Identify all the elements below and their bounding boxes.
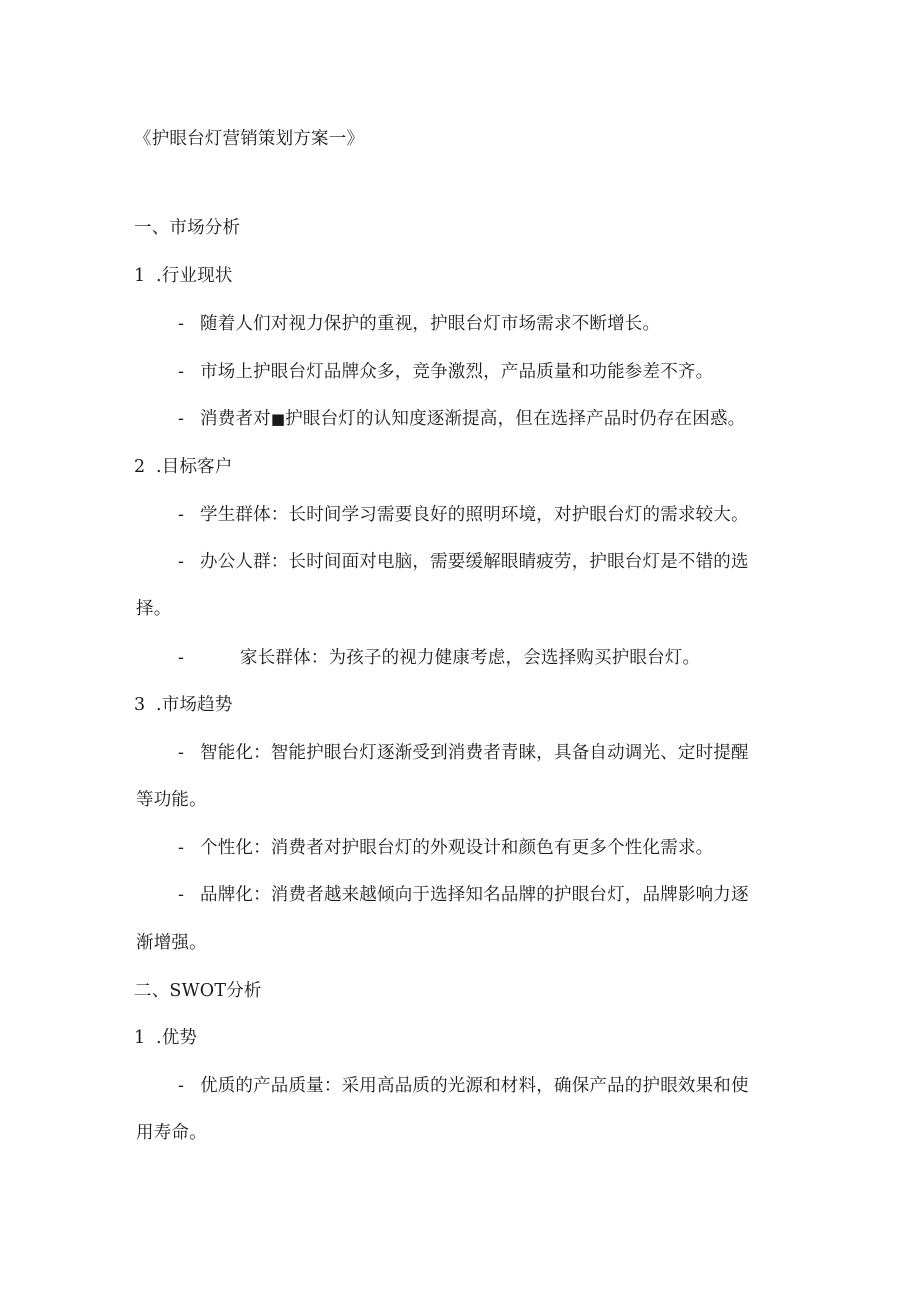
list-item-text: 办公人群：长时间面对电脑，需要缓解眼睛疲劳，护眼台灯是不错的选 (200, 552, 749, 572)
subheading-industry-status (134, 264, 233, 288)
list-item (178, 503, 749, 527)
list-item (178, 646, 700, 670)
section-heading-market-analysis: 一、市场分析 (134, 218, 241, 238)
list-item (178, 360, 713, 384)
bullet-dash: - (178, 885, 185, 905)
list-item-text: 市场上护眼台灯品牌众多，竞争激烈，产品质量和功能参差不齐。 (200, 362, 714, 382)
subheading-text: .优势 (156, 1028, 198, 1048)
list-item-text: 随着人们对视力保护的重视，护眼台灯市场需求不断增长。 (200, 314, 661, 334)
list-item (178, 407, 745, 431)
subheading-text: .市场趋势 (156, 695, 233, 715)
list-item-continuation: 等功能。 (136, 790, 207, 810)
list-item-continuation: 渐增强。 (136, 933, 207, 953)
square-mark: ■ (270, 410, 286, 428)
list-item-text: 护眼台灯的认知度逐渐提高，但在选择产品时仍存在困惑。 (285, 409, 746, 429)
subheading-strengths (134, 1026, 197, 1050)
list-item-text: 学生群体：长时间学习需要良好的照明环境，对护眼台灯的需求较大。 (200, 505, 749, 525)
section-heading-swot: 二、SWOT分析 (134, 981, 262, 1001)
bullet-dash: - (178, 314, 185, 334)
list-item (178, 836, 713, 860)
bullet-dash: - (178, 743, 185, 763)
bullet-dash: - (178, 552, 185, 572)
list-item (178, 550, 749, 574)
list-item-text: 品牌化：消费者越来越倾向于选择知名品牌的护眼台灯，品牌影响力逐 (200, 885, 749, 905)
subheading-text: .目标客户 (156, 457, 233, 477)
list-item-text: 消费者对 (200, 409, 271, 429)
subheading-text: .行业现状 (156, 266, 233, 286)
subheading-number: 1 (134, 266, 146, 286)
list-item-text: 个性化：消费者对护眼台灯的外观设计和颜色有更多个性化需求。 (200, 838, 714, 858)
subheading-number: 3 (134, 695, 146, 715)
subheading-market-trends (134, 693, 233, 717)
bullet-dash: - (178, 1076, 185, 1096)
document-title: 《护眼台灯营销策划方案一》 (134, 129, 365, 149)
subheading-number: 1 (134, 1028, 146, 1048)
list-item (178, 741, 749, 765)
bullet-dash: - (178, 505, 185, 525)
bullet-dash: - (178, 838, 185, 858)
list-item-continuation: 择。 (136, 599, 172, 619)
bullet-dash: - (178, 648, 185, 668)
list-item (178, 312, 660, 336)
list-item (178, 1074, 749, 1098)
bullet-dash: - (178, 409, 185, 429)
list-item-text: 智能化：智能护眼台灯逐渐受到消费者青睐，具备自动调光、定时提醒 (200, 743, 749, 763)
subheading-number: 2 (134, 457, 146, 477)
list-item-text: 优质的产品质量：采用高品质的光源和材料，确保产品的护眼效果和使 (200, 1076, 749, 1096)
list-item (178, 883, 749, 907)
subheading-target-customers (134, 455, 233, 479)
list-item-continuation: 用寿命。 (136, 1123, 207, 1143)
list-item-text: 家长群体：为孩子的视力健康考虑，会选择购买护眼台灯。 (240, 648, 701, 668)
bullet-dash: - (178, 362, 185, 382)
